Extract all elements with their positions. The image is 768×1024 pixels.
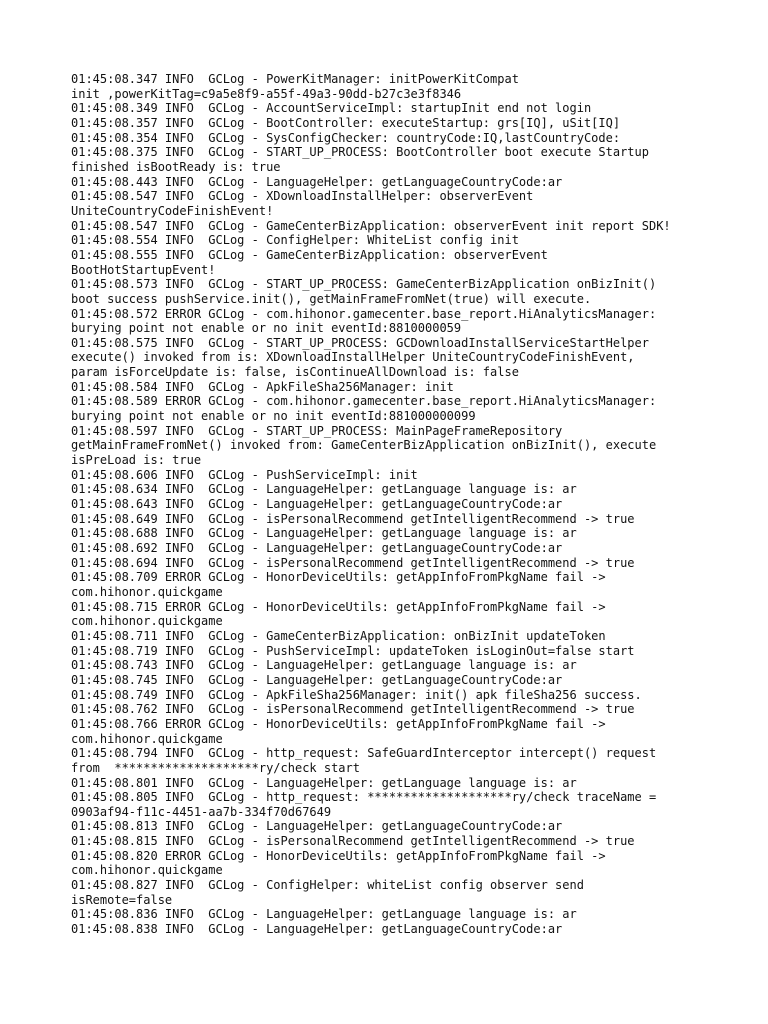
log-line: 01:45:08.813 INFO GCLog - LanguageHelper: getLanguageCountryCode:ar: [71, 819, 563, 834]
log-line: 01:45:08.836 INFO GCLog - LanguageHelper: getLanguage language is: ar: [71, 907, 577, 922]
log-line: isRemote=false: [71, 892, 173, 907]
log-line: 01:45:08.643 INFO GCLog - LanguageHelper: getLanguageCountryCode:ar: [71, 497, 563, 512]
log-line: 01:45:08.349 INFO GCLog - AccountServiceImpl: startupInit end not login: [71, 101, 592, 116]
log-line: finished isBootReady is: true: [71, 159, 281, 174]
log-line: 01:45:08.354 INFO GCLog - SysConfigChecker: countryCode:IQ,lastCountryCode:: [71, 130, 621, 145]
log-line: 0903af94-f11c-4451-aa7b-334f70d67649: [71, 804, 332, 819]
log-line: 01:45:08.715 ERROR GCLog - HonorDeviceUtils: getAppInfoFromPkgName fail ->: [71, 599, 606, 614]
log-line: 01:45:08.688 INFO GCLog - LanguageHelper: getLanguage language is: ar: [71, 526, 577, 541]
log-line: 01:45:08.584 INFO GCLog - ApkFileSha256Manager: init: [71, 379, 454, 394]
log-line: 01:45:08.820 ERROR GCLog - HonorDeviceUtils: getAppInfoFromPkgName fail ->: [71, 848, 606, 863]
log-line: burying point not enable or no init eventId:881000000099: [71, 409, 476, 424]
log-line: 01:45:08.634 INFO GCLog - LanguageHelper: getLanguage language is: ar: [71, 482, 577, 497]
log-line: execute() invoked from is: XDownloadInstallHelper UniteCountryCodeFinishEvent,: [71, 350, 635, 365]
log-line: UniteCountryCodeFinishEvent!: [71, 203, 274, 218]
log-line: init ,powerKitTag=c9a5e8f9-a55f-49a3-90dd-b27c3e3f8346: [71, 86, 462, 101]
log-line: 01:45:08.749 INFO GCLog - ApkFileSha256Manager: init() apk fileSha256 success.: [71, 687, 642, 702]
log-line: 01:45:08.762 INFO GCLog - isPersonalRecommend getIntelligentRecommend -> true: [71, 702, 635, 717]
log-line: 01:45:08.573 INFO GCLog - START_UP_PROCESS: GameCenterBizApplication onBizInit(): [71, 277, 657, 292]
log-line: 01:45:08.589 ERROR GCLog - com.hihonor.gamecenter.base_report.HiAnalyticsManager:: [71, 394, 657, 409]
log-line: 01:45:08.794 INFO GCLog - http_request: SafeGuardInterceptor intercept() request: [71, 746, 657, 761]
log-line: getMainFrameFromNet() invoked from: GameCenterBizApplication onBizInit(), execute: [71, 438, 657, 453]
log-line: 01:45:08.692 INFO GCLog - LanguageHelper: getLanguageCountryCode:ar: [71, 541, 563, 555]
log-line: 01:45:08.575 INFO GCLog - START_UP_PROCESS: GCDownloadInstallServiceStartHelper: [71, 335, 649, 350]
log-line: com.hihonor.quickgame: [71, 731, 223, 746]
log-line: 01:45:08.597 INFO GCLog - START_UP_PROCESS: MainPageFrameRepository: [71, 423, 563, 438]
log-text-block: [71, 72, 751, 937]
log-line: 01:45:08.745 INFO GCLog - LanguageHelper: getLanguageCountryCode:ar: [71, 672, 563, 687]
log-line: param isForceUpdate is: false, isContinueAllDownload is: false: [71, 365, 519, 380]
log-line: com.hihonor.quickgame: [71, 614, 223, 629]
log-line: from ********************ry/check start: [71, 760, 360, 775]
log-line: 01:45:08.443 INFO GCLog - LanguageHelper: getLanguageCountryCode:ar: [71, 174, 563, 189]
log-line: 01:45:08.743 INFO GCLog - LanguageHelper: getLanguage language is: ar: [71, 658, 577, 673]
log-line: 01:45:08.547 INFO GCLog - XDownloadInstallHelper: observerEvent: [71, 189, 534, 204]
log-line: 01:45:08.554 INFO GCLog - ConfigHelper: WhiteList config init: [71, 233, 519, 248]
log-line: 01:45:08.815 INFO GCLog - isPersonalRecommend getIntelligentRecommend -> true: [71, 834, 635, 849]
log-line: 01:45:08.555 INFO GCLog - GameCenterBizApplication: observerEvent: [71, 247, 548, 262]
log-line: com.hihonor.quickgame: [71, 584, 223, 599]
log-line: 01:45:08.709 ERROR GCLog - HonorDeviceUtils: getAppInfoFromPkgName fail ->: [71, 570, 606, 585]
log-line: 01:45:08.357 INFO GCLog - BootController: executeStartup: grs[IQ], uSit[IQ]: [71, 115, 621, 130]
log-line: 01:45:08.347 INFO GCLog - PowerKitManager: initPowerKitCompat: [71, 72, 519, 86]
log-line: 01:45:08.719 INFO GCLog - PushServiceImpl: updateToken isLoginOut=false start: [71, 643, 635, 658]
log-line: 01:45:08.694 INFO GCLog - isPersonalRecommend getIntelligentRecommend -> true: [71, 555, 635, 570]
log-line: 01:45:08.375 INFO GCLog - START_UP_PROCESS: BootController boot execute Startup: [71, 145, 649, 160]
log-line: 01:45:08.766 ERROR GCLog - HonorDeviceUtils: getAppInfoFromPkgName fail ->: [71, 716, 606, 731]
log-line: boot success pushService.init(), getMainFrameFromNet(true) will execute.: [71, 291, 592, 306]
log-line: 01:45:08.547 INFO GCLog - GameCenterBizApplication: observerEvent init report SDK!: [71, 218, 671, 233]
log-line: 01:45:08.805 INFO GCLog - http_request: ********************ry/check traceName =: [71, 790, 657, 805]
log-line: 01:45:08.801 INFO GCLog - LanguageHelper: getLanguage language is: ar: [71, 775, 577, 790]
log-line: 01:45:08.838 INFO GCLog - LanguageHelper: getLanguageCountryCode:ar: [71, 922, 563, 937]
log-line: 01:45:08.572 ERROR GCLog - com.hihonor.gamecenter.base_report.HiAnalyticsManager:: [71, 306, 657, 321]
log-line: 01:45:08.649 INFO GCLog - isPersonalRecommend getIntelligentRecommend -> true: [71, 511, 635, 526]
log-line: burying point not enable or no init eventId:8810000059: [71, 321, 462, 336]
log-line: com.hihonor.quickgame: [71, 863, 223, 878]
log-line: 01:45:08.711 INFO GCLog - GameCenterBizApplication: onBizInit updateToken: [71, 628, 606, 643]
log-line: 01:45:08.606 INFO GCLog - PushServiceImpl: init: [71, 467, 418, 482]
log-line: BootHotStartupEvent!: [71, 262, 216, 277]
log-line: isPreLoad is: true: [71, 453, 202, 468]
log-line: 01:45:08.827 INFO GCLog - ConfigHelper: whiteList config observer send: [71, 878, 584, 893]
